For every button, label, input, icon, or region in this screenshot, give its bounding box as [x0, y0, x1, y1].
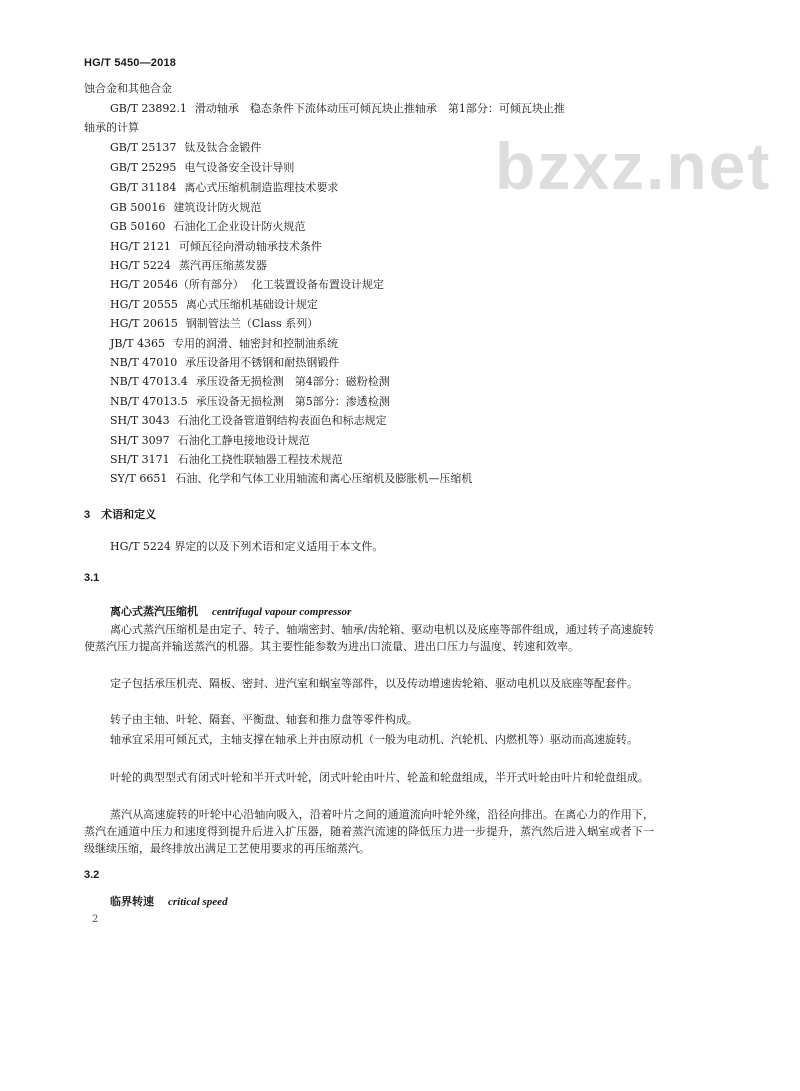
section-heading: 3 术语和定义: [84, 509, 157, 521]
ref-title: 专用的润滑、轴密封和控制油系统: [173, 337, 339, 350]
ref-item: [110, 453, 343, 467]
ref-item: [110, 356, 339, 370]
definition-paragraph: 蒸汽从高速旋转的叶轮中心沿轴向吸入，沿着叶片之间的通道流向叶轮外缘，沿径向排出。在离心力的作用下，蒸汽在通道中压力和速度得到提升后进入扩压器，随着蒸汽流速的降低压力进一步提升，蒸汽然后进入蜗室或者下一级继续压缩，最终排放出满足工艺使用要求的再压缩蒸汽。: [84, 808, 654, 855]
ref-item: [110, 141, 261, 155]
ref-title: 离心式压缩机制造监理技术要求: [184, 181, 339, 194]
ref-title: 电气设备安全设计导则: [184, 161, 295, 174]
term-number: 3.2: [84, 869, 100, 881]
continuation-text: 蚀合金和其他合金: [84, 82, 172, 95]
ref-title: 石油化工企业设计防火规范: [173, 220, 306, 233]
ref-code: NB/T 47013.4: [110, 375, 188, 388]
term-cn: 临界转速: [110, 895, 154, 908]
ref-code: JB/T 4365: [110, 337, 166, 350]
ref-title: 可倾瓦径向滑动轴承技术条件: [178, 240, 322, 253]
ref-code: NB/T 47010: [110, 356, 178, 369]
ref-title-continuation: 轴承的计算: [84, 121, 139, 134]
page-number: 2: [92, 914, 99, 925]
ref-code: SY/T 6651: [110, 472, 168, 485]
ref-code: GB 50160: [110, 220, 166, 233]
standard-code-header: HG/T 5450—2018: [84, 57, 177, 69]
ref-code: GB/T 23892.1: [110, 102, 187, 115]
ref-title: 化工装置设备布置设计规定: [251, 278, 384, 291]
ref-item: [110, 278, 384, 292]
ref-item: [110, 102, 565, 116]
ref-title: 石油化工设备管道钢结构表面色和标志规定: [177, 414, 387, 427]
ref-title: 滑动轴承 稳态条件下流体动压可倾瓦块止推轴承 第1部分：可倾瓦块止推: [194, 102, 565, 115]
ref-item: [110, 434, 310, 448]
ref-title: 承压设备无损检测 第4部分：磁粉检测: [195, 375, 390, 388]
ref-code: HG/T 20555: [110, 298, 178, 311]
term-title: [110, 603, 351, 619]
ref-item: [110, 337, 338, 351]
ref-title: 承压设备用不锈钢和耐热钢锻件: [185, 356, 340, 369]
term-number: 3.1: [84, 572, 100, 584]
ref-title: 石油化工挠性联轴器工程技术规范: [177, 453, 343, 466]
definition-paragraph: 转子由主轴、叶轮、隔套、平衡盘、轴套和推力盘等零件构成。: [110, 713, 418, 726]
definition-paragraph: 定子包括承压机壳、隔板、密封、进汽室和蜗室等部件，以及传动增速齿轮箱、驱动电机以及底座等配套件。: [110, 677, 638, 690]
ref-item: [110, 472, 472, 486]
ref-title: 钛及钛合金锻件: [184, 141, 262, 154]
ref-code: SH/T 3171: [110, 453, 170, 466]
ref-title: 钢制管法兰（Class 系列）: [185, 317, 319, 330]
ref-title: 石油、化学和气体工业用轴流和离心压缩机及膨胀机—压缩机: [175, 472, 473, 485]
ref-code: GB/T 31184: [110, 181, 177, 194]
ref-item: [110, 201, 261, 215]
ref-code: SH/T 3043: [110, 414, 170, 427]
ref-code: GB 50016: [110, 201, 166, 214]
term-title: [110, 893, 228, 909]
watermark: bzxz.net: [495, 129, 772, 203]
ref-item: [110, 375, 390, 389]
ref-item: [110, 317, 318, 331]
ref-code: GB/T 25137: [110, 141, 177, 154]
section-intro: HG/T 5224 界定的以及下列术语和定义适用于本文件。: [110, 540, 384, 553]
ref-code: SH/T 3097: [110, 434, 170, 447]
ref-title: 建筑设计防火规范: [173, 201, 262, 214]
ref-title: 蒸汽再压缩蒸发器: [178, 259, 267, 272]
ref-item: [110, 181, 338, 195]
ref-item: [110, 161, 294, 175]
ref-item: [110, 414, 387, 428]
ref-code: HG/T 5224: [110, 259, 171, 272]
definition-paragraph: 叶轮的典型型式有闭式叶轮和半开式叶轮，闭式叶轮由叶片、轮盖和轮盘组成，半开式叶轮由叶片和轮盘组成。: [110, 771, 649, 784]
ref-item: [110, 395, 390, 409]
ref-code: HG/T 20546（所有部分）: [110, 278, 244, 291]
ref-item: [110, 298, 318, 312]
term-en: critical speed: [168, 896, 228, 908]
ref-item: [110, 240, 322, 254]
ref-item: [110, 259, 267, 273]
term-en: centrifugal vapour compressor: [212, 606, 352, 618]
ref-item: [110, 220, 305, 234]
ref-code: HG/T 20615: [110, 317, 178, 330]
ref-code: NB/T 47013.5: [110, 395, 188, 408]
definition-paragraph: 离心式蒸汽压缩机是由定子、转子、轴端密封、轴承/齿轮箱、驱动电机以及底座等部件组成，通过转子高速旋转使蒸汽压力提高并输送蒸汽的机器。其主要性能参数为进出口流量、进出口压力与温度、转速和效率。: [84, 623, 654, 653]
ref-title: 承压设备无损检测 第5部分：渗透检测: [195, 395, 390, 408]
definition-paragraph: 轴承宜采用可倾瓦式，主轴支撑在轴承上并由原动机（一般为电动机、汽轮机、内燃机等）驱动而高速旋转。: [110, 733, 638, 746]
ref-title: 石油化工静电接地设计规范: [177, 434, 310, 447]
ref-title: 离心式压缩机基础设计规定: [185, 298, 318, 311]
ref-code: GB/T 25295: [110, 161, 177, 174]
term-cn: 离心式蒸汽压缩机: [110, 605, 198, 618]
ref-code: HG/T 2121: [110, 240, 171, 253]
